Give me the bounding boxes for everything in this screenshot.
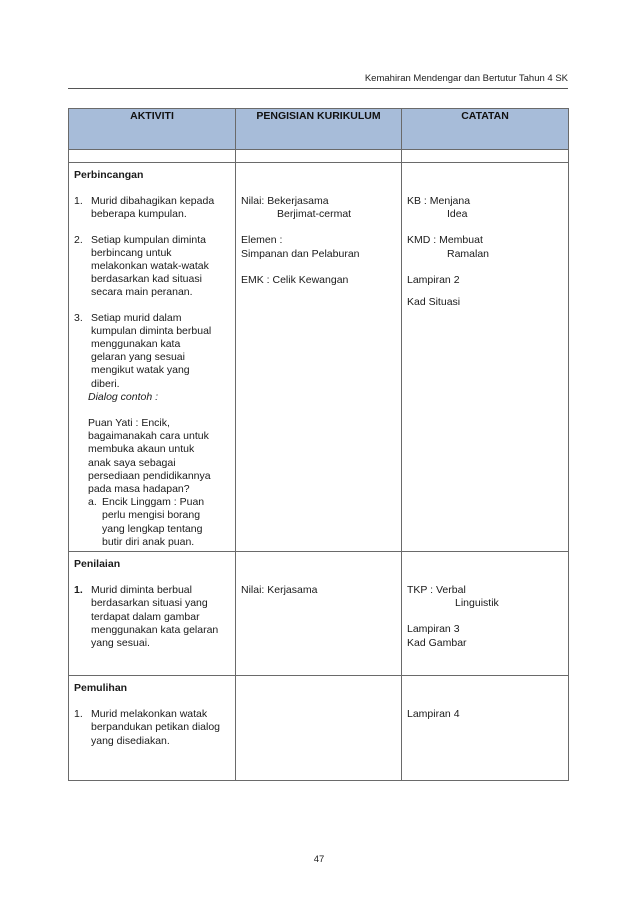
item-line: menggunakan kata gelaran	[91, 623, 219, 636]
item-line: diberi.	[91, 377, 120, 390]
dialog-line: membuka akaun untuk	[88, 443, 195, 456]
elemen-value: Simpanan dan Pelaburan	[241, 247, 360, 260]
page-header-title: Kemahiran Mendengar dan Bertutur Tahun 4 SK	[364, 73, 568, 84]
catatan-cell	[402, 676, 569, 781]
kurikulum-cell	[236, 552, 402, 676]
table-row-perbincangan	[69, 163, 569, 552]
item-line: yang disediakan.	[91, 734, 170, 747]
item-line: berpandukan petikan dialog	[91, 721, 221, 734]
column-header-catatan: CATATAN	[402, 109, 569, 150]
kurikulum-cell	[236, 676, 402, 781]
item-line: Murid dibahagikan kepada	[91, 195, 215, 208]
kad-text: Kad Gambar	[407, 636, 467, 649]
dialog-subitem	[74, 496, 230, 549]
column-header-aktiviti: AKTIVITI	[69, 109, 236, 150]
kb-block	[407, 195, 563, 221]
table-header-row	[69, 109, 569, 150]
dialog-block	[74, 417, 230, 496]
kb-label: KB :	[407, 195, 427, 207]
kad-text: Kad Situasi	[407, 296, 461, 309]
kmd-value: Membuat	[439, 234, 483, 247]
list-item	[74, 584, 230, 650]
section-title: Perbincangan	[74, 169, 144, 181]
list-item	[74, 234, 230, 300]
nilai-value: Bekerjasama	[267, 195, 329, 207]
subitem-line: yang lengkap tentang	[102, 522, 203, 535]
item-line: Murid diminta berbual	[91, 584, 192, 597]
elemen-block	[241, 234, 396, 260]
list-item	[74, 312, 230, 391]
kb-value: Idea	[447, 208, 468, 221]
item-number: 1.	[74, 584, 83, 597]
dialog-line: persediaan pendidikannya	[88, 469, 211, 482]
lesson-plan-table	[68, 108, 569, 781]
subitem-letter: a.	[88, 496, 97, 509]
nilai-block	[241, 195, 396, 221]
kmd-block	[407, 234, 563, 260]
item-line: kumpulan diminta berbual	[91, 324, 212, 337]
item-line: beberapa kumpulan.	[91, 208, 187, 221]
item-number: 1.	[74, 195, 83, 208]
catatan-cell	[402, 163, 569, 552]
aktiviti-cell	[69, 163, 236, 552]
nilai-text: Nilai: Kerjasama	[241, 584, 318, 597]
tkp-value: Linguistik	[455, 597, 499, 610]
kmd-label: KMD :	[407, 234, 437, 247]
item-line: berdasarkan kad situasi	[91, 273, 202, 286]
table-row-pemulihan	[69, 676, 569, 781]
subitem-line: perlu mengisi borang	[102, 509, 201, 522]
page-number: 47	[313, 854, 325, 865]
list-item	[74, 708, 230, 748]
table-row-penilaian	[69, 552, 569, 676]
section-title: Penilaian	[74, 558, 121, 571]
item-number: 2.	[74, 233, 83, 246]
tkp-label: TKP :	[407, 584, 434, 597]
header-divider	[68, 88, 568, 89]
nilai-label: Nilai:	[241, 195, 265, 207]
subitem-line: butir diri anak puan.	[102, 535, 195, 548]
item-number: 1.	[74, 708, 83, 721]
dialog-line: anak saya sebagai	[88, 456, 176, 469]
aktiviti-cell	[69, 676, 236, 781]
item-line: berdasarkan situasi yang	[91, 597, 208, 610]
spacer-row	[69, 150, 569, 163]
lampiran-text: Lampiran 2	[407, 273, 460, 286]
subitem-line: Encik Linggam : Puan	[102, 496, 205, 509]
item-line: Murid melakonkan watak	[91, 708, 208, 721]
item-number: 3.	[74, 311, 83, 324]
elemen-label: Elemen :	[241, 234, 283, 247]
item-line: terdapat dalam gambar	[91, 610, 200, 623]
kmd-value: Ramalan	[447, 247, 490, 260]
lampiran-text: Lampiran 3	[407, 623, 460, 636]
aktiviti-cell	[69, 552, 236, 676]
list-item	[74, 195, 230, 221]
tkp-block	[407, 584, 563, 610]
item-line: mengikut watak yang	[91, 364, 190, 377]
item-line: berbincang untuk	[91, 246, 172, 259]
kb-value: Menjana	[429, 195, 471, 207]
emk-text: EMK : Celik Kewangan	[241, 273, 349, 286]
dialog-line: bagaimanakah cara untuk	[88, 430, 209, 443]
kurikulum-cell	[236, 163, 402, 552]
item-line: yang sesuai.	[91, 637, 150, 650]
dialog-line: pada masa hadapan?	[88, 483, 190, 496]
item-line: Setiap murid dalam	[91, 311, 182, 324]
item-line: gelaran yang sesuai	[91, 351, 185, 364]
column-header-pengisian-kurikulum: PENGISIAN KURIKULUM	[236, 109, 402, 150]
lampiran-text: Lampiran 4	[407, 708, 460, 721]
section-title: Pemulihan	[74, 682, 128, 695]
tkp-value: Verbal	[436, 584, 466, 597]
dialog-heading: Dialog contoh :	[88, 390, 159, 403]
dialog-line: Puan Yati : Encik,	[88, 417, 170, 430]
item-line: menggunakan kata	[91, 338, 181, 351]
catatan-cell	[402, 552, 569, 676]
item-line: melakonkan watak-watak	[91, 260, 209, 273]
item-line: secara main peranan.	[91, 286, 193, 299]
item-line: Setiap kumpulan diminta	[91, 233, 206, 246]
nilai-value: Berjimat-cermat	[277, 208, 352, 221]
